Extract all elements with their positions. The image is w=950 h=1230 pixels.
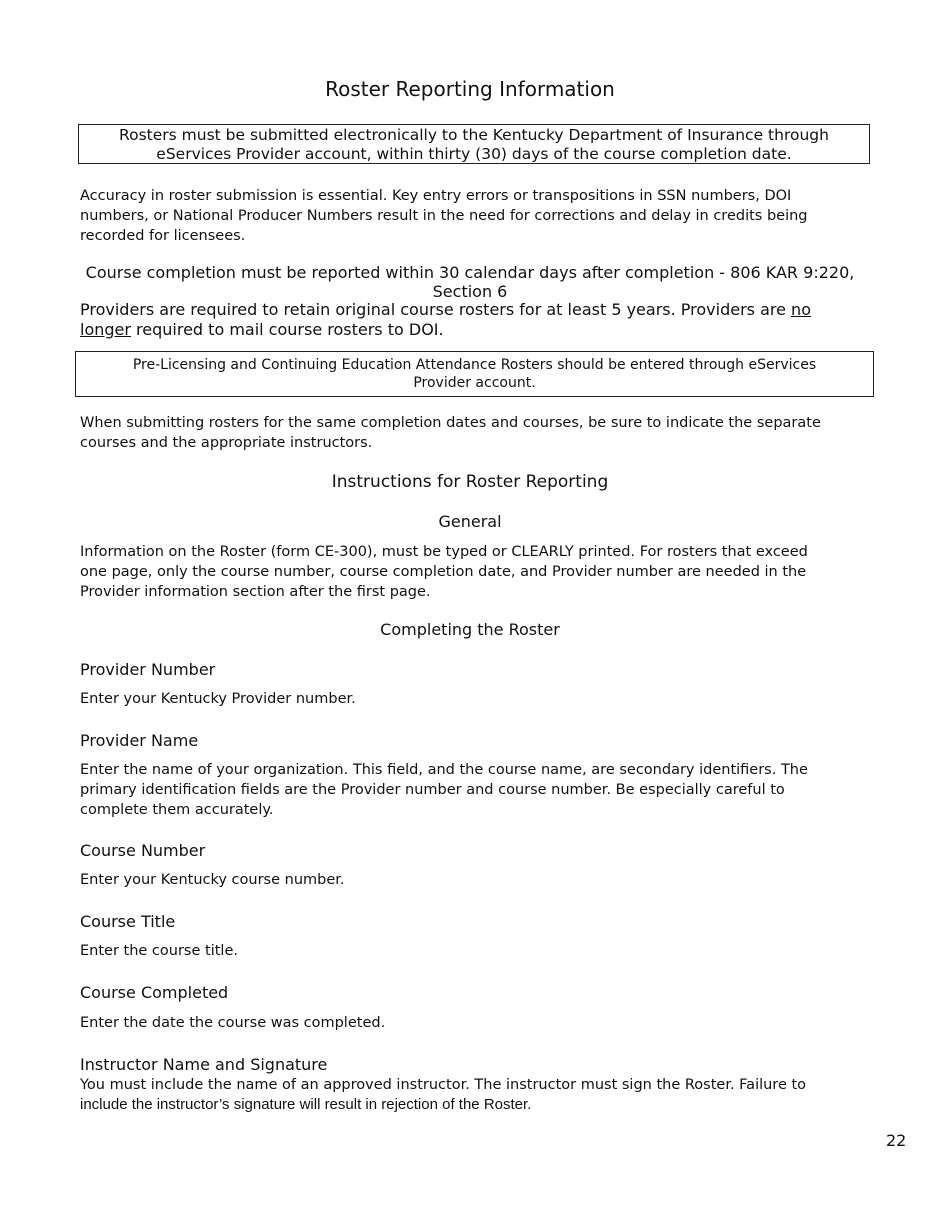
completion-line1: Course completion must be reported within 30 calendar days after completion - 806 KAR 9:220, <box>85 263 855 282</box>
submission-notice-box <box>78 124 870 164</box>
provider-name-line2: primary identification fields are the Provider number and course number. Be especially careful to <box>80 782 785 798</box>
instructions-heading: Instructions for Roster Reporting <box>331 472 609 492</box>
general-paragraph <box>80 542 860 602</box>
attendance-notice-line1: Pre-Licensing and Continuing Education Attendance Rosters should be entered through eServices <box>132 357 817 373</box>
attendance-notice-box <box>75 351 874 397</box>
submission-notice-line2: eServices Provider account, within thirty (30) days of the course completion date. <box>156 145 792 163</box>
instructor-line2: include the instructor’s signature will result in rejection of the Roster. <box>80 1096 532 1113</box>
accuracy-line3: recorded for licensees. <box>80 228 246 244</box>
submission-notice-line1: Rosters must be submitted electronically to the Kentucky Department of Insurance through <box>119 126 829 144</box>
completing-heading: Completing the Roster <box>380 620 560 639</box>
retention-text2: required to mail course rosters to DOI. <box>130 319 444 339</box>
provider-name-paragraph <box>80 760 860 820</box>
course-number-heading: Course Number <box>80 841 206 860</box>
retention-text1: Providers are required to retain original course rosters for at least 5 years. Providers are <box>80 300 792 319</box>
general-line1: Information on the Roster (form CE-300), must be typed or CLEARLY printed. For rosters that exceed <box>80 544 808 560</box>
page-number: 22 <box>886 1131 907 1150</box>
general-line2: one page, only the course number, course completion date, and Provider number are needed in the <box>80 564 807 580</box>
attendance-notice-line2: Provider account. <box>413 375 536 391</box>
accuracy-line1: Accuracy in roster submission is essential. Key entry errors or transpositions in SSN numbers, DOI <box>80 188 792 204</box>
instructor-heading: Instructor Name and Signature <box>80 1055 328 1074</box>
retention-line1 <box>80 300 860 320</box>
course-title-heading: Course Title <box>80 912 176 931</box>
completion-line2: Section 6 <box>432 281 508 301</box>
retention-line2 <box>80 320 860 340</box>
provider-name-line1: Enter the name of your organization. This field, and the course name, are secondary identifiers. The <box>80 762 808 778</box>
retention-underline-longer: longer <box>80 319 131 339</box>
provider-name-line3: complete them accurately. <box>80 802 274 818</box>
course-completed-heading: Course Completed <box>80 983 229 1002</box>
course-number-text: Enter your Kentucky course number. <box>80 872 345 888</box>
page-title: Roster Reporting Information <box>325 77 615 101</box>
same-dates-line2: courses and the appropriate instructors. <box>80 435 373 451</box>
general-heading: General <box>438 512 502 531</box>
completion-requirement <box>60 264 880 301</box>
retention-underline-no: no <box>791 300 811 319</box>
accuracy-paragraph <box>80 186 860 246</box>
course-completed-text: Enter the date the course was completed. <box>80 1015 386 1031</box>
instructor-paragraph <box>80 1075 860 1115</box>
course-title-text: Enter the course title. <box>80 943 238 959</box>
provider-number-heading: Provider Number <box>80 660 216 679</box>
instructor-line1: You must include the name of an approved instructor. The instructor must sign the Roster. Failure to <box>80 1077 807 1093</box>
same-dates-paragraph <box>80 413 860 453</box>
general-line3: Provider information section after the first page. <box>80 584 431 600</box>
provider-number-text: Enter your Kentucky Provider number. <box>80 691 356 707</box>
accuracy-line2: numbers, or National Producer Numbers result in the need for corrections and delay in credits being <box>80 208 808 224</box>
provider-name-heading: Provider Name <box>80 731 199 750</box>
same-dates-line1: When submitting rosters for the same completion dates and courses, be sure to indicate the separate <box>80 415 821 431</box>
retention-paragraph <box>80 300 860 339</box>
